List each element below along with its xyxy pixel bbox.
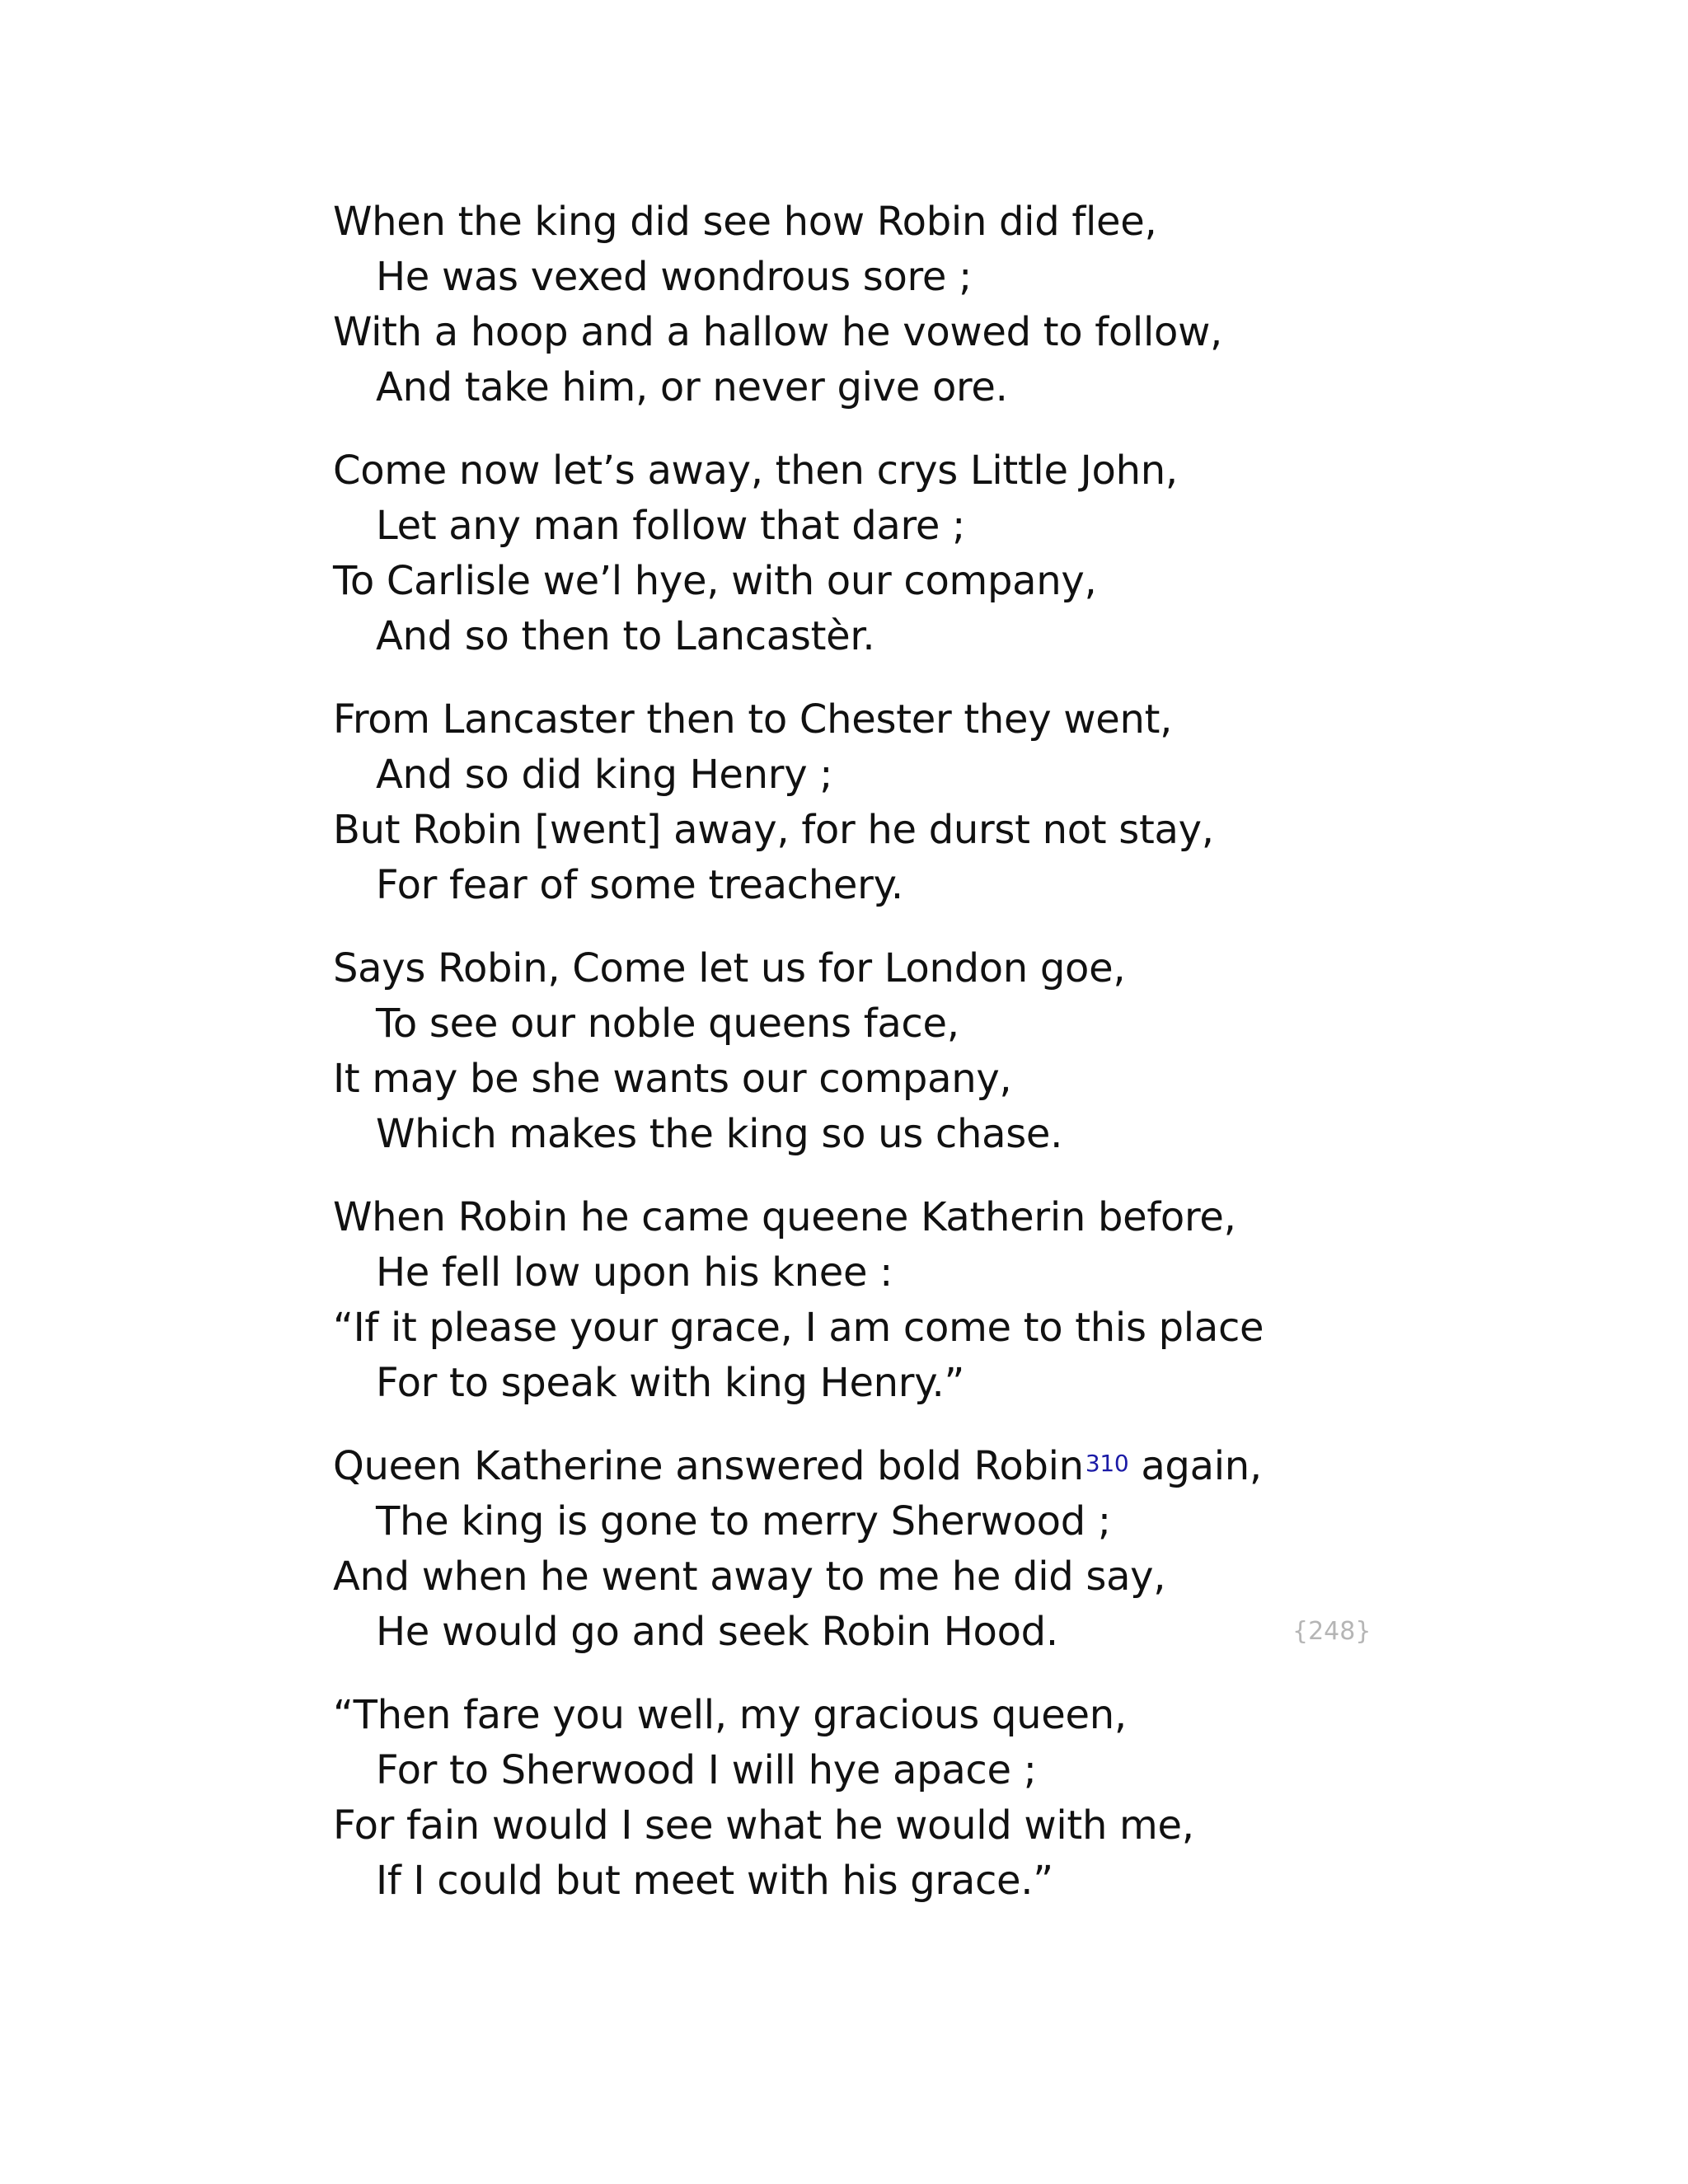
verse-line: And take him, or never give ore. — [376, 364, 1008, 410]
verse-line: The king is gone to merry Sherwood ; — [376, 1498, 1111, 1544]
verse-line: It may be she wants our company, — [333, 1056, 1012, 1102]
verse-line: And so did king Henry ; — [376, 752, 833, 798]
stanza-2 — [333, 443, 1404, 664]
verse-line: But Robin [went] away, for he durst not stay, — [333, 807, 1214, 853]
verse-line: Which makes the king so us chase. — [376, 1111, 1063, 1157]
verse-line: “Then fare you well, my gracious queen, — [333, 1692, 1127, 1738]
verse-line — [333, 1439, 1404, 1494]
verse-line: He was vexed wondrous sore ; — [376, 254, 972, 300]
stanza-1 — [333, 194, 1404, 415]
stanza-4 — [333, 941, 1404, 1162]
verse-line: “If it please your grace, I am come to this place — [333, 1305, 1264, 1351]
verse-line: And when he went away to me he did say, — [333, 1554, 1166, 1600]
verse-line: For to speak with king Henry.” — [376, 1360, 965, 1406]
verse-line: When the king did see how Robin did flee, — [333, 199, 1157, 245]
verse-text: again, — [1128, 1443, 1262, 1489]
verse-line: Says Robin, Come let us for London goe, — [333, 945, 1126, 991]
page-number: {248} — [1292, 1617, 1372, 1646]
verse-line: From Lancaster then to Chester they went, — [333, 696, 1173, 743]
verse-line: When Robin he came queene Katherin before, — [333, 1194, 1236, 1240]
poem — [333, 194, 1404, 1937]
verse-line: For fain would I see what he would with me, — [333, 1802, 1194, 1849]
footnote-reference-link[interactable]: 310 — [1085, 1450, 1129, 1477]
stanza-7 — [333, 1688, 1404, 1909]
verse-line: He fell low upon his knee : — [376, 1249, 893, 1296]
verse-line: He would go and seek Robin Hood. — [376, 1609, 1058, 1655]
verse-line: With a hoop and a hallow he vowed to follow, — [333, 309, 1222, 355]
stanza-5 — [333, 1190, 1404, 1411]
stanza-6 — [333, 1439, 1404, 1660]
verse-line: To Carlisle we’l hye, with our company, — [333, 558, 1097, 604]
verse-line: To see our noble queens face, — [376, 1001, 959, 1047]
verse-line: Let any man follow that dare ; — [376, 503, 965, 549]
stanza-3 — [333, 692, 1404, 913]
verse-line: For to Sherwood I will hye apace ; — [376, 1747, 1037, 1793]
verse-line: For fear of some treachery. — [376, 862, 903, 908]
verse-line: If I could but meet with his grace.” — [376, 1858, 1053, 1904]
verse-text: Queen Katherine answered bold Robin — [333, 1443, 1084, 1489]
verse-line: Come now let’s away, then crys Little John, — [333, 448, 1178, 494]
verse-line: And so then to Lancastèr. — [376, 613, 875, 659]
